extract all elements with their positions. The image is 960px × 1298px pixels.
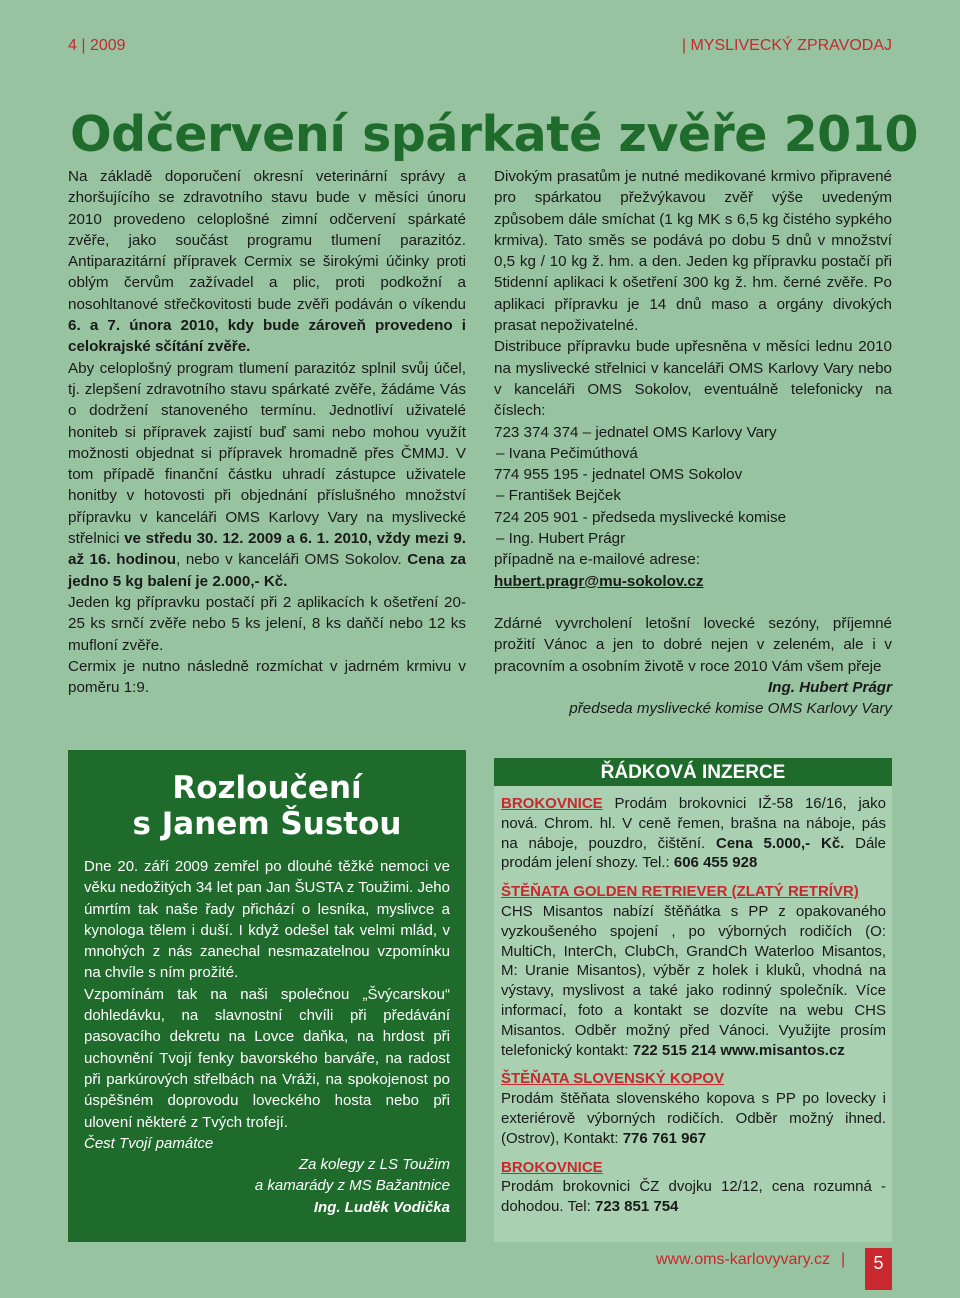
contact-line: 724 205 901 - předseda myslivecké komise (494, 508, 787, 526)
header-issue: 4 | 2009 (68, 37, 126, 54)
ad-phone: 776 761 967 (622, 1129, 707, 1147)
obituary-body (84, 856, 450, 1218)
ad-title: BROKOVNICE (501, 1158, 603, 1176)
signature-role: předseda myslivecké komise OMS Karlovy Vary (569, 700, 892, 718)
ad-title: ŠTĚŇATA GOLDEN RETRIEVER (ZLATÝ RETRÍVR) (501, 883, 859, 901)
footer-website-link[interactable]: www.oms-karlovyvary.cz (656, 1251, 830, 1268)
obituary-paragraph-2: Vzpomínám tak na naši společnou „Švýcarskou“ dohledávku, na slavnostní chvíli při předávání pasovacího dekretu na Lovce daňka, na hrdost při uchovnění Tvojí fenky bavorského barváře, na radost při parkúrových střelbách na Vráži, na spokojenost po úspěšném doprovodu loveckého hosta nebo při ulovení některé z Tvých trofejí. (84, 985, 450, 1131)
obituary-closing: Čest Tvojí památce (84, 1134, 214, 1152)
obituary-box (68, 750, 466, 1242)
email-link-para (494, 571, 892, 592)
contact-line: 774 955 195 - jednatel OMS Sokolov (494, 466, 743, 484)
left-p2-middle: , nebo v kanceláři OMS Sokolov. (176, 551, 408, 569)
classifieds-box (494, 758, 892, 1242)
classifieds-heading: ŘÁDKOVÁ INZERCE (494, 758, 892, 786)
ad-phone: 723 851 754 (594, 1198, 679, 1216)
signature-name: Ing. Hubert Prágr (767, 678, 892, 696)
ad-price: Cena 5.000,- Kč. (716, 834, 845, 852)
left-column (68, 166, 466, 698)
classified-ad (501, 794, 886, 873)
obituary-paragraph-1: Dne 20. září 2009 zemřel po dlouhé těžké nemoci ve věku nedožitých 34 let pan Jan ŠUSTA z Toužimi. Jeho úmrtím tak naše řady přichází o lesníka, myslivce a kynologa tělem i duší. I když odešel tak velmi mlád, v mnohých z nás zanechal nesmazatelnou vzpomínku na chvíle s ním prožité. (84, 858, 450, 982)
ad-text: CHS Misantos nabízí štěňátka s PP z opakovaného vyzkoušeného spojení , po výborných rodičích (O: MultiCh, InterCh, ClubCh, GrandCh Waterloo Misantos, M: Uranie Misantos), výběr z holek i kluků, vhodná na výstavy, myslivost a také jako rodinný společník. Více informací, foto a kontakt se dozvíte na webu CHS Misantos. Odběr možný před Vánoci. Využijte prosím telefonický kontakt: (501, 902, 886, 1059)
header-publication: | MYSLIVECKÝ ZPRAVODAJ (681, 37, 892, 54)
classified-ad (501, 882, 886, 1060)
classified-ad (501, 1069, 886, 1148)
ad-title: BROKOVNICE (501, 795, 603, 812)
left-p1-bold: 6. a 7. února 2010, kdy bude zároveň provedeno i celokrajské sčítání zvěře. (68, 317, 466, 356)
obituary-signature-1: Za kolegy z LS Toužim (298, 1156, 450, 1174)
right-paragraph-2: Distribuce přípravku bude upřesněna v měsíci lednu 2010 na myslivecké střelnici v kanceláři OMS Karlovy Vary nebo v kanceláři OMS Sokolov, eventuálně telefonicky na číslech: (494, 338, 892, 420)
left-paragraph-3: Jeden kg přípravku postačí při 2 aplikacích k ošetření 20-25 ks srnčí zvěře nebo 5 ks jelení, 8 ks daňčí nebo 12 ks mufloní zvěře. (68, 593, 466, 654)
left-paragraph-4: Cermix je nutno následně rozmíchat v jadrném krmivu v poměru 1:9. (68, 657, 466, 697)
page-number: 5 (865, 1248, 892, 1290)
obituary-title (68, 770, 466, 842)
left-p1-text: Na základě doporučení okresní veterinární správy a zhoršujícího se zdravotního stavu bude v měsíci únoru 2010 provedeno celoplošné zimní odčervení spárkaté zvěře, jako součást programu tlumení parazitóz. Antiparazitární přípravek Cermix se širokými účinky proti oblým červům zažívadel a plic, proti podkožní a nosohltanové střečkovitosti bude zvěři podáván o víkendu (68, 168, 466, 313)
obituary-signature-2: a kamarády z MS Bažantnice (254, 1177, 450, 1195)
ad-phone: 722 515 214 www.misantos.cz (632, 1041, 845, 1059)
ad-text: Prodám brokovnici ČZ dvojku 12/12, cena rozumná - dohodou. Tel: (501, 1178, 886, 1216)
article-title: Odčervení spárkaté zvěře 2010 (70, 106, 918, 163)
obituary-title-line2: s Janem Šustou (132, 806, 402, 842)
obituary-title-line1: Rozloučení (172, 770, 362, 806)
spacer (494, 592, 892, 613)
left-paragraph-1 (68, 166, 466, 358)
footer-separator: | (841, 1251, 846, 1268)
contact-line: případně na e-mailové adrese: (494, 551, 701, 569)
ad-phone: 606 455 928 (673, 854, 758, 872)
classifieds-body (494, 786, 892, 1217)
ad-title: ŠTĚŇATA SLOVENSKÝ KOPOV (501, 1070, 725, 1088)
contact-line: – Ing. Hubert Prágr (496, 530, 626, 548)
ad-text: Prodám štěňata slovenského kopova s PP po lovecky i exteriérově výborných rodičích. Odběr možný ihned. (Ostrov), Kontakt: (501, 1090, 886, 1147)
email-link[interactable]: hubert.pragr@mu-sokolov.cz (494, 572, 704, 590)
left-p2-text: Aby celoplošný program tlumení parazitóz splnil svůj účel, tj. zlepšení zdravotního stavu spárkaté zvěře, žádáme Vás o dodržení stanoveného termínu. Jednotliví uživatelé honiteb si přípravek zajistí buď sami nebo mohou využít možnosti objednat si přípravek hromadně přes ČMMJ. V tom případě finanční částku uhradí zástupce uživatele honitby v hotovosti při objednání příslušného množství přípravku v kanceláři OMS Karlovy Vary na myslivecké střelnici (68, 359, 466, 548)
contact-line: – Ivana Pečimúthová (496, 444, 638, 462)
greeting-paragraph: Zdárné vyvrcholení letošní lovecké sezóny, příjemné prožití Vánoc a jen to dobré nejen v zeleném, ale i v pracovním a osobním životě v roce 2010 Vám všem přeje (494, 614, 892, 675)
classified-ad (501, 1158, 886, 1217)
right-paragraph-1: Divokým prasatům je nutné medikované krmivo připravené pro spárkatou přežvýkavou zvěř výše uvedeným způsobem dále smíchat (1 kg MK s 6,5 kg čistého sypkého krmiva). Tato směs se podává po dobu 5 dnů v množství 0,5 kg / 10 kg ž. hm. a den. Jeden kg přípravku postačí při 5tidenní aplikaci k ošetření 300 kg ž. hm. černé zvěře. Po aplikaci přípravku je 14 dnů maso a orgány divokých prasat nepoživatelné. (494, 168, 892, 335)
left-paragraph-2 (68, 358, 466, 592)
left-p2-bold-dates: ve středu 30. 12. 2009 a 6. 1. 2010, vždy mezi 9. až 16. hodinou (68, 530, 467, 569)
contact-line: – František Bejček (496, 487, 621, 505)
obituary-signature-3: Ing. Luděk Vodička (313, 1198, 450, 1216)
contact-line: 723 374 374 – jednatel OMS Karlovy Vary (494, 423, 777, 441)
ad-text-2: Dále prodám jelení shozy. Tel.: (501, 834, 886, 872)
ad-text: Prodám brokovnici IŽ-58 16/16, jako nová. Chrom. hl. V ceně řemen, brašna na náboje, pás na náboje, pouzdro, čištění. (501, 795, 886, 852)
left-p2-bold-price: Cena za jedno 5 kg balení je 2.000,- Kč. (68, 551, 466, 590)
right-column (494, 166, 892, 719)
